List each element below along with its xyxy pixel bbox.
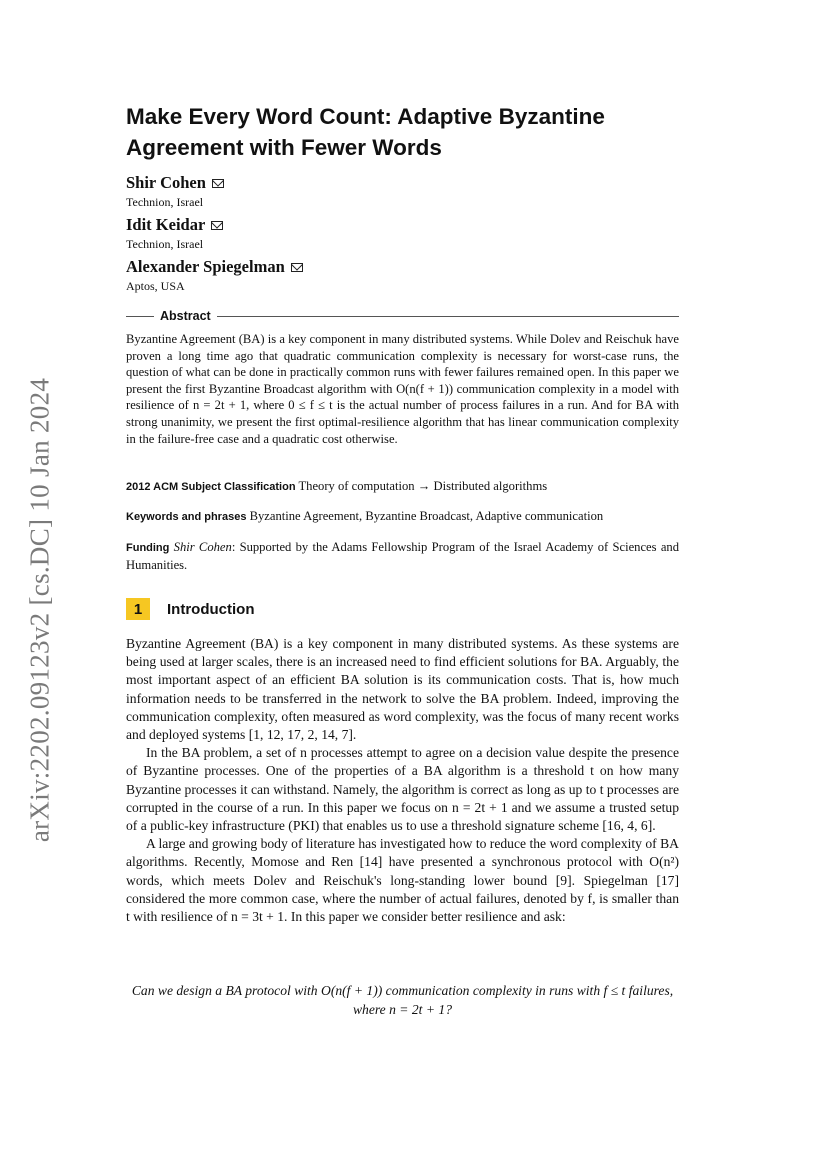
author-affiliation: Aptos, USA [126,279,185,293]
author-name: Alexander Spiegelman [126,257,285,276]
paper-title: Make Every Word Count: Adaptive Byzantine Agreement with Fewer Words [126,104,605,160]
abstract-heading [126,309,679,323]
funding-value: : Supported by the Adams Fellowship Program of the Israel Academy of Sciences and Humanities. [126,540,680,572]
research-question: Can we design a BA protocol with O(n(f + 1)) communication complexity in runs with f ≤ t failures, where n = 2t + 1? [131,983,674,1017]
author-block [126,173,224,210]
author-block [126,257,303,294]
arxiv-stamp [22,370,58,850]
author-block [126,215,223,252]
section-heading [126,598,254,620]
acm-label: 2012 ACM Subject Classification [126,481,296,493]
mail-icon[interactable] [211,221,223,230]
paragraph: In the BA problem, a set of n processes attempt to agree on a decision value despite the presence of Byzantine processes. One of the properties of a BA algorithm is a threshold t on how many Byzantine processes it can withstand. Namely, the algorithm is correct as long as up to t processes are corrupted in the course of a run. In this paper we focus on n = 2t + 1 and we assume a trusted setup of a public-key infrastructure (PKI) that enables us to use a threshold signature scheme [16, 4, 6]. [126,745,679,834]
section-number: 1 [126,598,150,620]
section-title: Introduction [167,600,255,618]
rule-divider [126,316,154,317]
funding-label: Funding [126,542,170,554]
arxiv-stamp-text: arXiv:2202.09123v2 [cs.DC] 10 Jan 2024 [24,377,55,843]
keywords-label: Keywords and phrases [126,511,247,523]
abstract-heading-text: Abstract [160,309,211,323]
author-affiliation: Technion, Israel [126,237,204,251]
paragraph: Byzantine Agreement (BA) is a key component in many distributed systems. As these systems are being used at larger scales, there is an increased need to find efficient solutions for BA. Arguably, the most important aspect of an efficient BA solution is its communication costs. That is, how much information needs to be transferred in the network to solve the BA problem. Indeed, improving the communication complexity, often measured as word complexity, was the focus of many recent works and deployed systems [1, 12, 17, 2, 14, 7]. [126,636,679,743]
acm-classification [126,478,679,496]
acm-value: Theory of computation → Distributed algorithms [298,479,548,493]
funding [126,539,679,573]
mail-icon[interactable] [212,179,224,188]
author-name: Shir Cohen [126,173,206,192]
rule-divider [217,316,679,317]
funding-person: Shir Cohen [173,540,232,554]
author-affiliation: Technion, Israel [126,195,204,209]
keywords-value: Byzantine Agreement, Byzantine Broadcast, Adaptive communication [249,509,604,523]
section-body [126,635,679,926]
author-name: Idit Keidar [126,215,206,234]
abstract-text: Byzantine Agreement (BA) is a key component in many distributed systems. While Dolev and Reischuk have proven a long time ago that quadratic communication complexity is necessary for worst-case runs, the question of what can be done in practically common runs with fewer failures remained open. In this paper we present the first Byzantine Broadcast algorithm with O(n(f + 1)) communication complexity in a model with resilience of n = 2t + 1, where 0 ≤ f ≤ t is the actual number of process failures in a run. And for BA with strong unanimity, we present the first optimal-resilience algorithm that has linear communication complexity in the failure-free case and a quadratic cost otherwise. [126,332,679,446]
keywords [126,508,679,526]
mail-icon[interactable] [291,263,303,272]
paragraph: A large and growing body of literature has investigated how to reduce the word complexity of BA algorithms. Recently, Momose and Ren [14] have presented a synchronous protocol with O(n²) words, which meets Dolev and Reischuk's long-standing lower bound [9]. Spiegelman [17] considered the more common case, where the number of actual failures, denoted by f, is smaller than t with resilience of n = 3t + 1. In this paper we consider better resilience and ask: [126,836,679,925]
